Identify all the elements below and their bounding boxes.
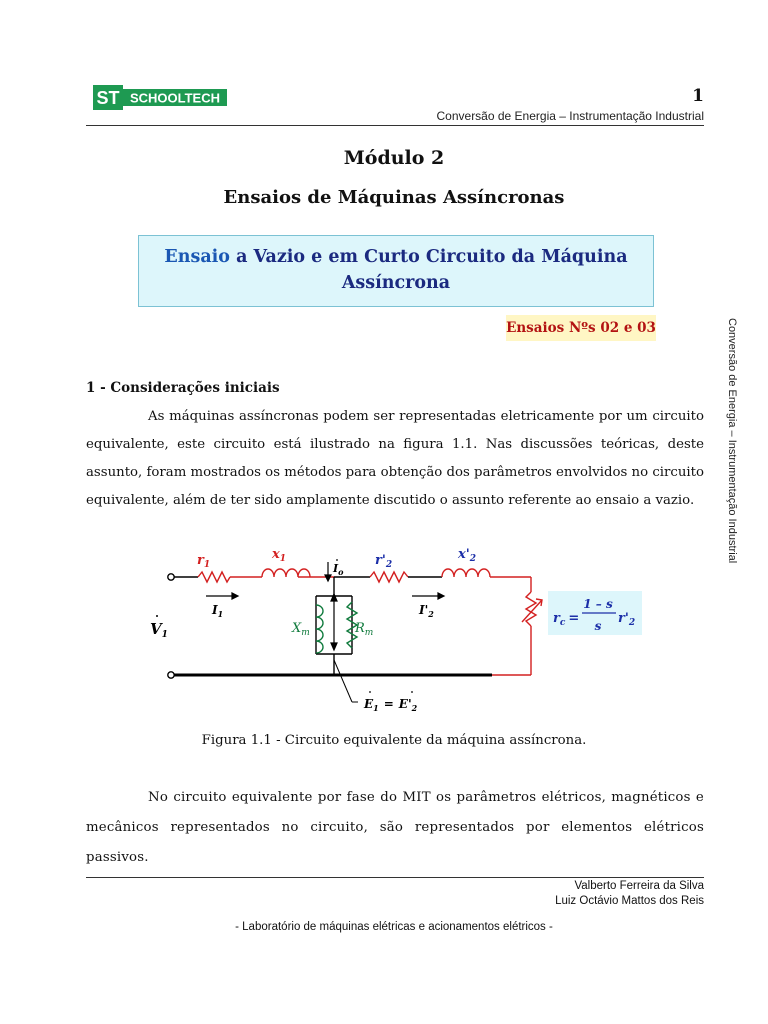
equivalent-circuit-diagram — [150, 530, 670, 730]
label-e-equation: $E_1 = E'_2$ — [364, 697, 418, 713]
main-title: Ensaios de Máquinas Assíncronas — [223, 187, 565, 208]
section-paragraph — [86, 403, 704, 515]
label-rm: $R_m$ — [355, 621, 374, 638]
footer-divider — [86, 877, 704, 878]
section-paragraph-text: As máquinas assíncronas podem ser representadas eletricamente por um circuito equivalente, este circuito está ilustrado na figura 1.1. Nas discussões teóricas, deste assunto, foram mostrados os métodos para obtenção dos parâmetros envolvidos no circuito equivalente, além de ter sido amplamente discutido o assunto referente ao ensaio a vazio. — [86, 409, 705, 508]
experiment-title-box — [138, 235, 654, 307]
module-title: Módulo 2 — [343, 147, 445, 169]
footer-lab-title: - Laboratório de máquinas elétricas e acionamentos elétricos - — [235, 921, 553, 933]
page-number: 1 — [692, 86, 704, 106]
callout-line-1 — [139, 244, 653, 270]
terminal-bottom — [168, 672, 174, 678]
svg-text:rc=: $r_c$ = — [553, 611, 580, 628]
author-2: Luiz Octávio Mattos dos Reis — [555, 895, 704, 907]
label-x2: $x'_2$ — [458, 547, 476, 564]
svg-text:r'2: $r'_2$ — [618, 611, 636, 628]
label-xm: $X_m$ — [292, 621, 310, 638]
svg-text:s: s — [594, 619, 602, 633]
svg-text:1 – s: 1 – s — [583, 597, 613, 611]
section-heading: 1 - Considerações iniciais — [86, 380, 280, 396]
logo-text: SCHOOLTECH — [129, 90, 221, 106]
figure-caption: Figura 1.1 - Circuito equivalente da máquina assíncrona. — [201, 733, 587, 748]
callout-ensaio-word: Ensaio — [164, 247, 230, 267]
label-v1: $V_1$ — [150, 620, 168, 640]
label-i1: $I_1$ — [212, 603, 224, 619]
schooltech-logo — [92, 84, 228, 111]
experiment-number-badge: Ensaios Nºs 02 e 03 — [506, 315, 656, 341]
resistor-r1 — [198, 572, 230, 582]
body-paragraph-2 — [86, 783, 704, 873]
label-r2: $r'_2$ — [375, 553, 393, 570]
inductor-x2 — [442, 569, 490, 577]
terminal-top — [168, 574, 174, 580]
logo-mark: ST — [96, 88, 120, 108]
body-paragraph-2-text: No circuito equivalente por fase do MIT os parâmetros elétricos, magnéticos e mecânicos representados no circuito, são representados por elementos elétricos passivos. — [86, 790, 704, 865]
label-i2: $I'_2$ — [419, 603, 434, 619]
header-subtitle: Conversão de Energia – Instrumentação Industrial — [436, 109, 704, 123]
header-divider — [86, 125, 704, 126]
side-label: Conversão de Energia – Instrumentação Industrial — [726, 318, 738, 564]
label-r1: $r_1$ — [197, 553, 211, 570]
author-1: Valberto Ferreira da Silva — [574, 880, 704, 892]
inductor-x1 — [262, 569, 310, 577]
callout-line-1-rest: a Vazio e em Curto Circuito da Máquina — [229, 247, 628, 267]
resistor-r2 — [370, 572, 408, 582]
inductor-xm — [316, 605, 323, 653]
callout-line-2: Assíncrona — [341, 273, 451, 293]
label-io: $I_o$ — [333, 562, 344, 577]
label-x1: $x_1$ — [272, 547, 287, 564]
